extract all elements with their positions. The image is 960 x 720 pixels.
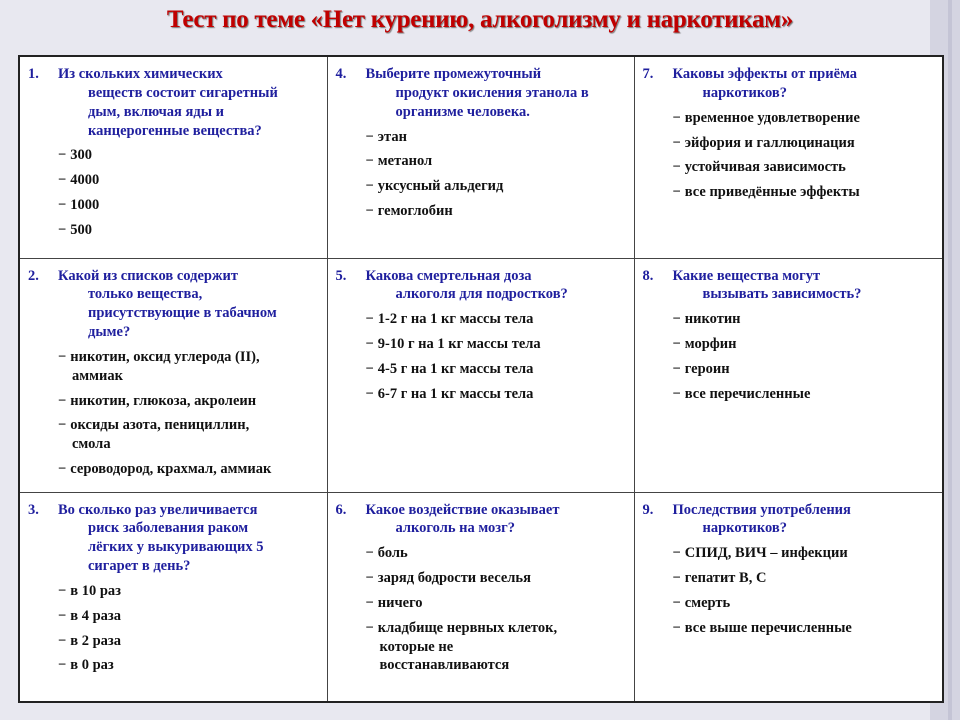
answer-text: метанол [377,153,433,170]
answer-text: никотин [684,311,741,328]
answer-text: все перечисленные [684,385,811,402]
answer-text: ничего [377,594,423,611]
answer-text: морфин [684,336,737,353]
dash-icon: − [365,545,374,562]
answer-text: 4000 [70,172,100,189]
answer-text: гепатит В, С [684,570,767,587]
question-cell [327,492,634,702]
dash-icon: − [365,336,374,353]
dash-icon: − [672,109,681,126]
question-line: алкоголь на мозг? [395,520,515,537]
answer-text: 1-2 г на 1 кг массы тела [377,311,534,328]
answer-text: аммиак [72,367,123,384]
dash-icon: − [365,385,374,402]
question-line: вызывать зависимость? [702,286,862,303]
answer-text: временное удовлетворение [684,109,860,126]
answer-text: восстанавливаются [379,657,510,674]
quiz-row [19,56,943,258]
question-number: 2. [28,267,39,284]
question-text [28,501,321,576]
dash-icon: − [365,311,374,328]
dash-icon: − [672,134,681,151]
question-line: Какие вещества могут [672,267,821,284]
answer-option[interactable] [28,656,321,675]
background-stripe [948,0,960,720]
answer-option[interactable] [336,310,628,329]
dash-icon: − [672,570,681,587]
question-line: сигарет в день? [88,558,191,575]
answer-option[interactable] [336,335,628,354]
answer-option[interactable] [28,392,321,411]
answer-option[interactable] [28,416,321,454]
question-line: только вещества, [88,286,203,303]
question-number: 4. [335,66,347,82]
question-line: Какое воздействие оказывает [365,501,560,518]
answer-option[interactable] [336,360,628,379]
dash-icon: − [58,461,67,478]
answer-option[interactable] [28,582,321,601]
question-line: Из скольких химических [58,66,223,82]
answer-text: все выше перечисленные [684,619,852,636]
quiz-table [18,55,944,703]
answer-option[interactable] [643,385,937,404]
answer-text: устойчивая зависимость [684,159,846,176]
answer-option[interactable] [643,109,937,128]
question-line: наркотиков? [702,520,788,537]
dash-icon: − [365,570,374,587]
page-title: Тест по теме «Нет курению, алкоголизму и наркотикам» [166,6,794,33]
dash-icon: − [58,657,67,674]
answer-option[interactable] [336,152,628,171]
answer-text: сероводород, крахмал, аммиак [70,461,272,478]
question-line: Какова смертельная доза [365,267,532,284]
answer-option[interactable] [643,134,937,153]
answer-option[interactable] [643,619,937,638]
dash-icon: − [58,221,67,238]
question-text [643,267,937,305]
question-line: организме человека. [395,103,530,120]
answer-option[interactable] [336,202,628,221]
dash-icon: − [58,197,67,214]
answer-text: 6-7 г на 1 кг массы тела [377,385,534,402]
question-line: канцерогенные вещества? [88,122,262,139]
dash-icon: − [365,360,374,377]
dash-icon: − [365,203,374,220]
answer-option[interactable] [336,619,628,676]
answer-text: 500 [70,221,93,238]
dash-icon: − [672,360,681,377]
answer-text: которые не [379,638,454,655]
answer-text: гемоглобин [377,203,453,220]
question-cell [327,258,634,492]
answer-option[interactable] [643,569,937,588]
dash-icon: − [672,336,681,353]
dash-icon: − [58,582,67,599]
answer-option[interactable] [28,607,321,626]
question-text [336,501,628,539]
answer-option[interactable] [336,177,628,196]
answer-text: смола [72,436,111,453]
question-text [643,65,937,103]
answer-option[interactable] [28,171,321,190]
answer-text: 4-5 г на 1 кг массы тела [377,360,534,377]
answer-text: в 4 раза [70,607,121,624]
answer-option[interactable] [28,348,321,386]
answer-option[interactable] [336,385,628,404]
answer-option[interactable] [643,335,937,354]
answer-option[interactable] [643,544,937,563]
answer-option[interactable] [643,360,937,379]
question-text [336,65,628,122]
dash-icon: − [58,348,67,365]
question-line: риск заболевания раком [88,520,249,537]
answer-text: никотин, оксид углерода (II), [70,348,260,365]
question-cell [327,56,634,258]
question-line: дым, включая яды и [88,103,225,120]
answer-text: героин [684,360,730,377]
answer-option[interactable] [643,158,937,177]
question-line: Последствия употребления [672,501,851,518]
dash-icon: − [672,159,681,176]
question-number: 9. [642,501,654,518]
question-text [28,65,321,140]
answer-text: никотин, глюкоза, акролеин [70,392,257,409]
dash-icon: − [58,147,67,164]
question-line: Какой из списков содержит [58,267,238,284]
quiz-row [19,258,943,492]
question-number: 5. [335,267,347,284]
dash-icon: − [672,385,681,402]
dash-icon: − [365,128,374,145]
dash-icon: − [365,178,374,195]
dash-icon: − [365,594,374,611]
quiz-row [19,492,943,702]
answer-text: кладбище нервных клеток, [377,619,558,636]
answer-option[interactable] [336,128,628,147]
dash-icon: − [672,184,681,201]
dash-icon: − [365,153,374,170]
answer-text: уксусный альдегид [377,178,504,195]
question-number: 3. [28,501,39,518]
answer-text: эйфория и галлюцинация [684,134,855,151]
question-line: продукт окисления этанола в [395,84,589,101]
question-line: Во сколько раз увеличивается [58,501,258,518]
question-number: 6. [335,501,347,518]
answer-option[interactable] [28,221,321,240]
answer-option[interactable] [336,594,628,613]
question-cell [19,56,327,258]
question-line: Выберите промежуточный [365,66,542,82]
answer-option[interactable] [643,183,937,202]
answer-option[interactable] [28,632,321,651]
question-number: 7. [642,66,654,82]
dash-icon: − [58,417,67,434]
answer-option[interactable] [28,460,321,479]
answer-text: в 2 раза [70,632,121,649]
question-text [643,501,937,539]
question-line: Каковы эффекты от приёма [672,66,858,82]
answer-text: СПИД, ВИЧ – инфекции [684,545,848,562]
answer-option[interactable] [643,594,937,613]
question-text [28,267,321,342]
question-text [336,267,628,305]
question-cell [634,56,943,258]
question-line: наркотиков? [702,84,788,101]
dash-icon: − [672,619,681,636]
dash-icon: − [672,311,681,328]
question-line: алкоголя для подростков? [395,286,568,303]
question-line: присутствующие в табачном [88,305,277,322]
question-line: лёгких у выкуривающих 5 [88,539,264,556]
question-line: дыме? [88,324,131,341]
answer-text: все приведённые эффекты [684,184,860,201]
answer-text: 300 [70,147,93,164]
answer-text: заряд бодрости веселья [377,570,531,587]
answer-option[interactable] [336,569,628,588]
question-cell [19,258,327,492]
question-cell [634,492,943,702]
question-cell [634,258,943,492]
answer-option[interactable] [28,196,321,215]
answer-text: боль [377,545,408,562]
answer-text: в 0 раз [70,657,114,674]
answer-text: в 10 раз [70,582,121,599]
answer-option[interactable] [643,310,937,329]
question-number: 1. [28,66,39,82]
dash-icon: − [58,392,67,409]
question-number: 8. [642,267,654,284]
question-cell [19,492,327,702]
answer-text: смерть [684,594,731,611]
answer-text: 9-10 г на 1 кг массы тела [377,336,541,353]
answer-text: оксиды азота, пенициллин, [70,417,250,434]
answer-option[interactable] [336,544,628,563]
dash-icon: − [672,545,681,562]
answer-option[interactable] [28,146,321,165]
dash-icon: − [58,632,67,649]
dash-icon: − [58,172,67,189]
dash-icon: − [365,619,374,636]
question-line: веществ состоит сигаретный [88,84,278,101]
answer-text: этан [377,128,407,145]
dash-icon: − [672,594,681,611]
answer-text: 1000 [70,197,100,214]
dash-icon: − [58,607,67,624]
